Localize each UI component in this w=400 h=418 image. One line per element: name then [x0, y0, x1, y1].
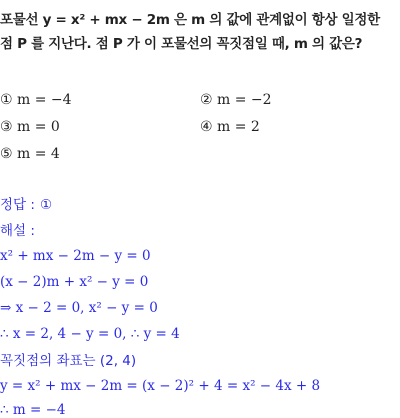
solution-step-text: y = x² + mx − 2m = (x − 2)² + 4 = x² − 4x + 8 [0, 378, 321, 394]
choice-5 [0, 146, 60, 162]
solution-step-5 [0, 349, 136, 369]
choice-text: m = −4 [17, 92, 72, 108]
solution-label [0, 219, 35, 239]
choice-number: ⑤ [0, 146, 13, 162]
choice-number: ③ [0, 119, 13, 135]
solution-step-1 [0, 245, 151, 264]
solution-step-6 [0, 375, 320, 394]
solution-step-7 [0, 399, 65, 418]
solution-label-text: 해설 : [0, 223, 35, 239]
choice-number: ① [0, 92, 13, 108]
answer-label: 정답 : [0, 197, 35, 213]
solution-step-text: x² + mx − 2m − y = 0 [0, 248, 151, 264]
choice-3 [0, 119, 60, 135]
choice-number: ④ [200, 119, 213, 135]
choice-text: m = −2 [217, 92, 272, 108]
solution-step-3 [0, 297, 158, 316]
choice-2 [200, 92, 272, 108]
solution-step-4 [0, 323, 180, 342]
choice-1 [0, 92, 72, 108]
solution-step-text: ∴ m = −4 [0, 402, 66, 418]
solution-step-text: (x − 2)m + x² − y = 0 [0, 274, 149, 290]
question-line-2: 점 P 를 지난다. 점 P 가 이 포물선의 꼭짓점일 때, m 의 값은? [0, 36, 363, 52]
solution-step-2 [0, 271, 148, 290]
solution-step-text: 꼭짓점의 좌표는 (2, 4) [0, 353, 137, 369]
question-line-1: 포물선 y = x² + mx − 2m 은 m 의 값에 관계없이 항상 일정한 [0, 12, 380, 28]
answer-line [0, 193, 52, 213]
choice-number: ② [200, 92, 213, 108]
solution-step-text: ∴ x = 2, 4 − y = 0, ∴ y = 4 [0, 326, 180, 342]
choice-text: m = 4 [17, 146, 60, 162]
choice-text: m = 2 [217, 119, 260, 135]
answer-value: ① [40, 197, 53, 213]
solution-step-text: ⇒ x − 2 = 0, x² − y = 0 [0, 300, 158, 316]
choice-text: m = 0 [17, 119, 60, 135]
choice-4 [200, 119, 260, 135]
